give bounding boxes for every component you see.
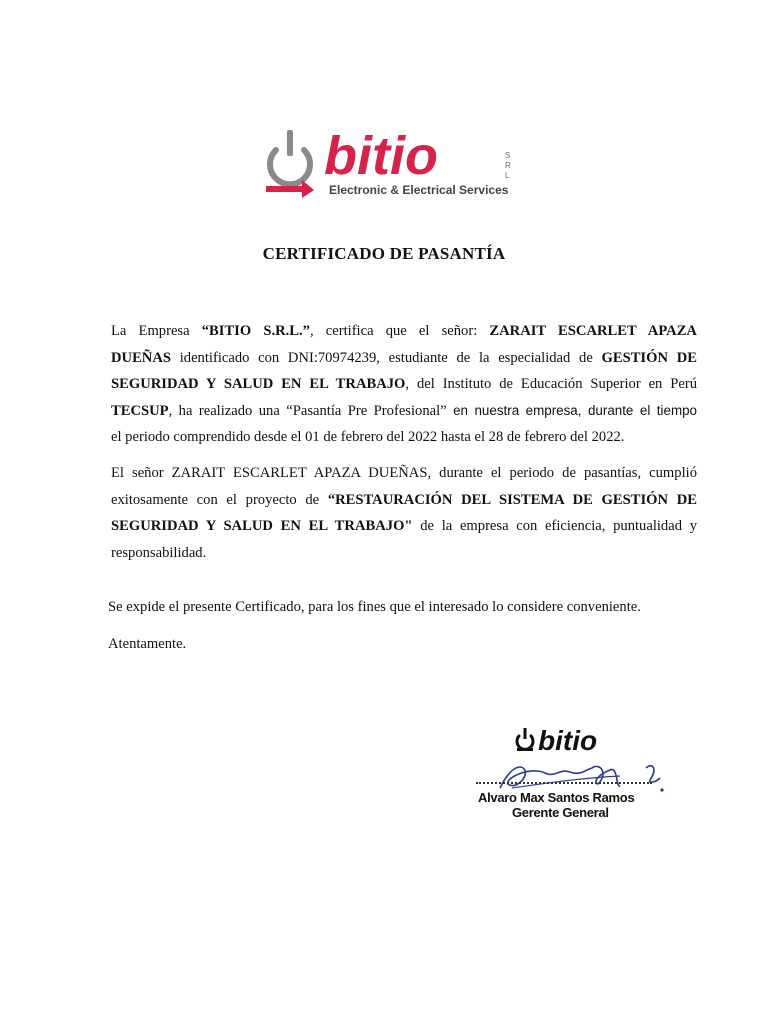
signature-line bbox=[476, 782, 652, 784]
paragraph-line: La Empresa “BITIO S.R.L.”, certifica que el señor: ZARAIT ESCARLET APAZA bbox=[111, 323, 697, 339]
paragraph-3: Se expide el presente Certificado, para los fines que el interesado lo considere conveniente. bbox=[108, 599, 641, 615]
paragraph-2 bbox=[111, 460, 697, 566]
signatory-position: Gerente General bbox=[512, 805, 609, 820]
paragraph-line: responsabilidad. bbox=[111, 544, 207, 561]
paragraph-1 bbox=[111, 318, 697, 451]
paragraph-line: el periodo comprendido desde el 01 de febrero del 2022 hasta el 28 de febrero del 2022. bbox=[111, 429, 625, 445]
logo-brand-text: bitio bbox=[324, 126, 438, 186]
logo-srl-text: S bbox=[505, 151, 511, 160]
logo-tagline: Electronic & Electrical Services bbox=[329, 183, 509, 197]
closing-text: Atentamente. bbox=[108, 636, 187, 652]
document-title: CERTIFICADO DE PASANTÍA bbox=[262, 244, 506, 263]
paragraph-line: TECSUP, ha realizado una “Pasantía Pre Profesional” en nuestra empresa, durante el tiempo bbox=[111, 402, 697, 419]
paragraph-line: SEGURIDAD Y SALUD EN EL TRABAJO, del Instituto de Educación Superior en Perú bbox=[111, 376, 698, 392]
paragraph-line: SEGURIDAD Y SALUD EN EL TRABAJO" de la empresa con eficiencia, puntualidad y bbox=[111, 518, 698, 534]
paragraph-line: DUEÑAS identificado con DNI:70974239, estudiante de la especialidad de GESTIÓN DE bbox=[111, 349, 697, 366]
signatory-name: Alvaro Max Santos Ramos bbox=[478, 790, 635, 805]
paragraph-line: El señor ZARAIT ESCARLET APAZA DUEÑAS, durante el periodo de pasantías, cumplió bbox=[111, 465, 697, 481]
power-icon bbox=[266, 130, 314, 198]
company-logo bbox=[262, 124, 518, 200]
signature-logo-text: bitio bbox=[538, 726, 598, 754]
svg-text:L: L bbox=[505, 171, 510, 180]
paragraph-line: exitosamente con el proyecto de “RESTAURACIÓN DEL SISTEMA DE GESTIÓN DE bbox=[111, 491, 697, 508]
svg-text:R: R bbox=[505, 161, 511, 170]
